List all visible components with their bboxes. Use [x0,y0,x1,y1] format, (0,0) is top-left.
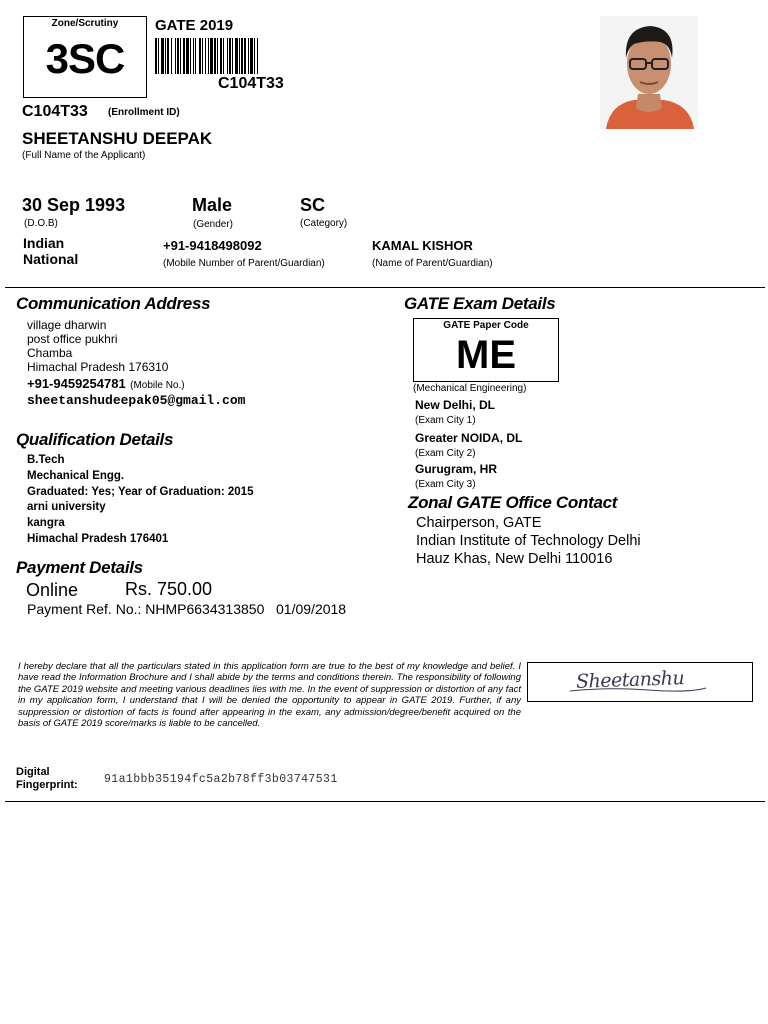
mobile-value: +91-9459254781 [27,376,126,391]
exam-details-heading: GATE Exam Details [404,294,556,313]
qualification-heading: Qualification Details [16,430,174,449]
barcode-text: C104T33 [218,75,284,92]
qualification-line: B.Tech [27,454,65,466]
zonal-office-contact [416,514,641,568]
zone-scrutiny-box [23,16,147,98]
gender-label: (Gender) [193,219,234,230]
mobile-label: (Mobile No.) [130,380,185,391]
zonal-line: Chairperson, GATE [416,515,542,531]
dob-label: (D.O.B) [24,218,58,229]
top-divider [5,287,765,288]
zone-label: Zone/Scrutiny [51,18,119,29]
exam-city-1-label: (Exam City 1) [415,415,476,426]
qualification-details [27,453,253,548]
paper-code-box [413,318,559,382]
exam-city-1: New Delhi, DL [415,398,496,412]
exam-title: GATE 2019 [155,17,234,34]
zonal-line: Hauz Khas, New Delhi 110016 [416,551,613,567]
nationality-line2: National [23,251,79,267]
signature-image: Sheetanshu [575,667,685,693]
qualification-line: kangra [27,517,65,530]
paper-code: ME [456,333,516,377]
bottom-divider [5,801,765,802]
gender-value: Male [192,195,233,215]
email-value: sheetanshudeepak05@gmail.com [27,393,246,408]
mobile-row [27,375,185,393]
signature-underline [568,685,708,695]
address-line: Chamba [27,346,73,360]
qualification-line: Himachal Pradesh 176401 [27,532,169,545]
paper-name: (Mechanical Engineering) [413,383,527,394]
qualification-line: arni university [27,501,106,514]
address-line: post office pukhri [27,332,118,346]
category-value: SC [300,195,326,215]
address-line: village dharwin [27,318,107,332]
payment-reference: Payment Ref. No.: NHMP6634313850 01/09/2018 [27,601,347,617]
category-label: (Category) [300,218,348,229]
parent-mobile: +91-9418498092 [163,238,262,253]
zone-code: 3SC [45,35,125,82]
enrollment-id-label: (Enrollment ID) [108,107,180,118]
exam-city-2: Greater NOIDA, DL [415,431,523,445]
parent-name: KAMAL KISHOR [372,238,473,253]
payment-heading: Payment Details [16,558,143,577]
fingerprint-value: 91a1bbb35194fc5a2b78ff3b03747531 [104,773,338,786]
barcode [155,38,335,74]
payment-mode: Online [26,580,79,600]
payment-amount: Rs. 750.00 [125,579,213,599]
signature-box [527,662,753,702]
paper-code-label: GATE Paper Code [443,320,529,331]
fingerprint-label-line1: Digital [16,766,50,778]
address-line: Himachal Pradesh 176310 [27,360,169,374]
zonal-office-heading: Zonal GATE Office Contact [408,493,618,512]
qualification-line: Mechanical Engg. [27,469,125,482]
zonal-line: Indian Institute of Technology Delhi [416,533,641,549]
exam-city-2-label: (Exam City 2) [415,448,476,459]
enrollment-id: C104T33 [22,103,88,120]
parent-mobile-label: (Mobile Number of Parent/Guardian) [163,258,325,269]
communication-address-heading: Communication Address [16,294,211,313]
parent-name-label: (Name of Parent/Guardian) [372,258,493,269]
exam-city-3-label: (Exam City 3) [415,479,476,490]
nationality-line1: Indian [23,235,65,251]
dob-value: 30 Sep 1993 [22,195,126,215]
exam-city-3: Gurugram, HR [415,462,498,476]
declaration-text: I hereby declare that all the particulars stated in this application form are true to the best of my knowledge and belief. I have read the Information Brochure and I shall abide by the terms and conditions therein. The responsibility of following the GATE 2019 website and meeting various deadlines lies with me. In the event of suppression or distortion of any fact in my application form, I understand that I will be denied the opportunity to appear in GATE 2019. Further, if any suppression or distortion of facts is found after appearing in the exam, any admission/degree/benefit acquired on the basis of GATE 2019 score/marks is liable to be cancelled. [18,661,521,730]
applicant-name: SHEETANSHU DEEPAK [22,129,213,148]
fingerprint-label-line2: Fingerprint: [16,779,78,791]
communication-address [27,318,168,374]
applicant-name-label: (Full Name of the Applicant) [22,150,146,161]
fingerprint-label [16,766,78,792]
qualification-line: Graduated: Yes; Year of Graduation: 2015 [27,485,254,498]
applicant-photo [600,16,698,129]
